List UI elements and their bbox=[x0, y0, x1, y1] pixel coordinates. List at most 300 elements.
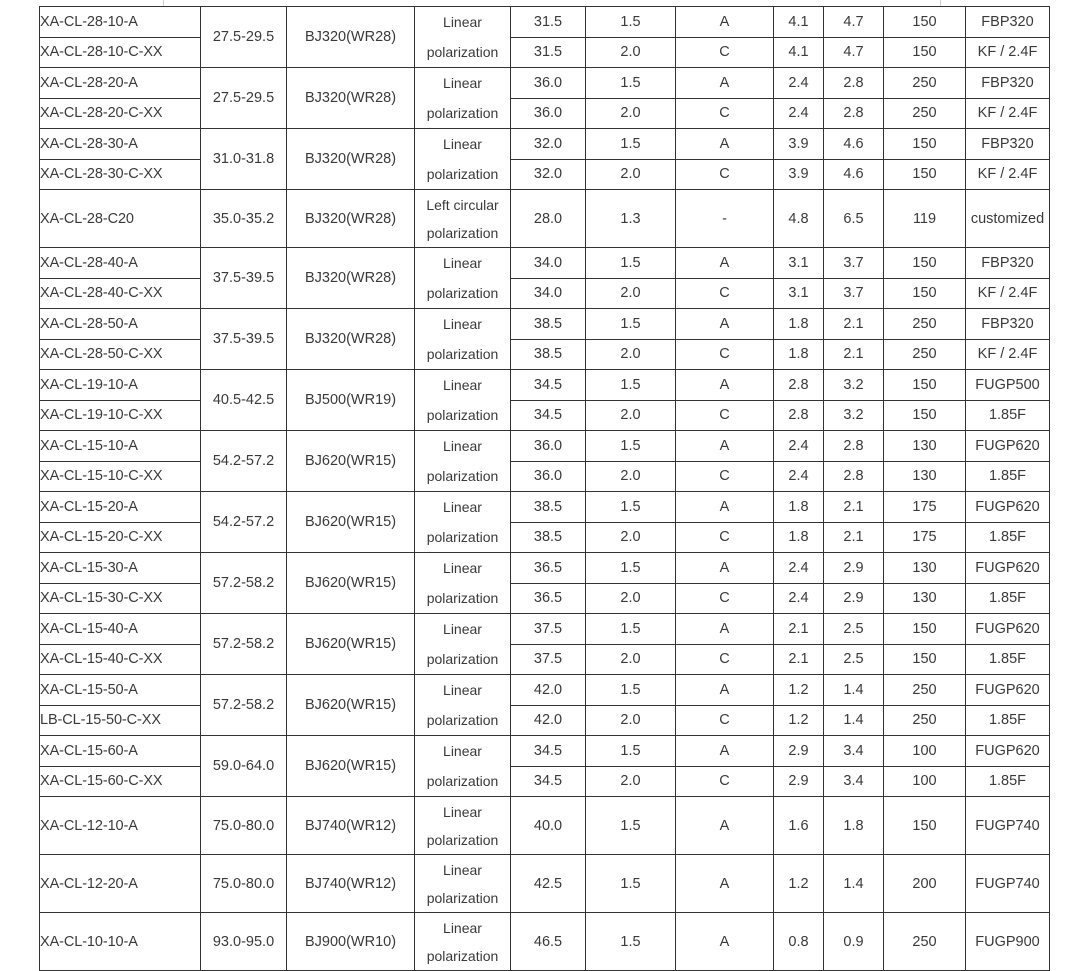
cell-h-beamwidth: 4.1 bbox=[774, 37, 824, 68]
cell-model: XA-CL-28-20-C-XX bbox=[40, 98, 201, 129]
cell-flange: 1.85F bbox=[966, 461, 1050, 492]
cell-vswr: 1.5 bbox=[586, 736, 676, 767]
cell-h-beamwidth: 1.2 bbox=[774, 855, 824, 913]
cell-e-beamwidth: 2.1 bbox=[824, 309, 884, 340]
cell-waveguide: BJ320(WR28) bbox=[287, 129, 415, 190]
cell-frequency: 35.0-35.2 bbox=[201, 190, 287, 248]
cell-frequency: 57.2-58.2 bbox=[201, 614, 287, 675]
cell-waveguide: BJ620(WR15) bbox=[287, 492, 415, 553]
cell-model: XA-CL-28-30-C-XX bbox=[40, 159, 201, 190]
cell-flange: 1.85F bbox=[966, 400, 1050, 431]
cell-model: XA-CL-28-50-A bbox=[40, 309, 201, 340]
cell-gain: 38.5 bbox=[511, 339, 586, 370]
cell-frequency: 75.0-80.0 bbox=[201, 797, 287, 855]
cell-e-beamwidth: 4.7 bbox=[824, 7, 884, 38]
cell-vswr: 2.0 bbox=[586, 339, 676, 370]
cell-gain: 32.0 bbox=[511, 129, 586, 160]
cell-polarization: Linear polarization bbox=[415, 736, 511, 797]
cell-h-beamwidth: 2.4 bbox=[774, 461, 824, 492]
cell-vswr: 1.5 bbox=[586, 913, 676, 971]
cell-type: A bbox=[676, 797, 774, 855]
cell-gain: 34.5 bbox=[511, 736, 586, 767]
table-row bbox=[40, 913, 1050, 971]
cell-e-beamwidth: 3.2 bbox=[824, 400, 884, 431]
cell-model: XA-CL-15-50-A bbox=[40, 675, 201, 706]
table-row bbox=[40, 522, 1050, 553]
cell-waveguide: BJ620(WR15) bbox=[287, 675, 415, 736]
cell-model: XA-CL-15-20-A bbox=[40, 492, 201, 523]
cell-frequency: 37.5-39.5 bbox=[201, 248, 287, 309]
cell-type: C bbox=[676, 522, 774, 553]
cell-gain: 34.0 bbox=[511, 278, 586, 309]
cell-type: C bbox=[676, 98, 774, 129]
cell-type: C bbox=[676, 644, 774, 675]
cell-gain: 36.0 bbox=[511, 461, 586, 492]
cell-e-beamwidth: 4.6 bbox=[824, 129, 884, 160]
table-row bbox=[40, 644, 1050, 675]
cell-h-beamwidth: 2.9 bbox=[774, 736, 824, 767]
cell-h-beamwidth: 2.4 bbox=[774, 68, 824, 99]
cell-flange: FUGP620 bbox=[966, 492, 1050, 523]
cell-waveguide: BJ740(WR12) bbox=[287, 855, 415, 913]
cell-h-beamwidth: 2.4 bbox=[774, 431, 824, 462]
cell-polarization: Linear polarization bbox=[415, 614, 511, 675]
cell-polarization: Left circular polarization bbox=[415, 190, 511, 248]
cell-h-beamwidth: 4.8 bbox=[774, 190, 824, 248]
table-row bbox=[40, 7, 1050, 38]
cell-e-beamwidth: 2.5 bbox=[824, 614, 884, 645]
cell-frequency: 59.0-64.0 bbox=[201, 736, 287, 797]
cell-frequency: 75.0-80.0 bbox=[201, 855, 287, 913]
cell-power: 250 bbox=[884, 68, 966, 99]
cell-waveguide: BJ620(WR15) bbox=[287, 431, 415, 492]
cell-type: C bbox=[676, 705, 774, 736]
cell-flange: KF / 2.4F bbox=[966, 98, 1050, 129]
cell-vswr: 2.0 bbox=[586, 98, 676, 129]
cell-type: C bbox=[676, 400, 774, 431]
cell-model: XA-CL-15-30-A bbox=[40, 553, 201, 584]
cell-waveguide: BJ320(WR28) bbox=[287, 248, 415, 309]
cell-type: C bbox=[676, 583, 774, 614]
cell-power: 250 bbox=[884, 98, 966, 129]
cell-type: A bbox=[676, 68, 774, 99]
cell-e-beamwidth: 3.4 bbox=[824, 736, 884, 767]
cell-frequency: 27.5-29.5 bbox=[201, 68, 287, 129]
cell-power: 150 bbox=[884, 644, 966, 675]
cell-flange: FUGP740 bbox=[966, 797, 1050, 855]
cell-gain: 37.5 bbox=[511, 644, 586, 675]
cell-power: 100 bbox=[884, 766, 966, 797]
cell-gain: 36.0 bbox=[511, 431, 586, 462]
cell-flange: FBP320 bbox=[966, 248, 1050, 279]
table-row bbox=[40, 614, 1050, 645]
cell-gain: 38.5 bbox=[511, 309, 586, 340]
cell-vswr: 1.5 bbox=[586, 855, 676, 913]
cell-type: C bbox=[676, 766, 774, 797]
cell-gain: 42.0 bbox=[511, 705, 586, 736]
cell-vswr: 1.5 bbox=[586, 309, 676, 340]
cell-frequency: 57.2-58.2 bbox=[201, 553, 287, 614]
cell-frequency: 27.5-29.5 bbox=[201, 7, 287, 68]
cell-waveguide: BJ620(WR15) bbox=[287, 614, 415, 675]
cell-vswr: 1.5 bbox=[586, 129, 676, 160]
cell-model: XA-CL-28-50-C-XX bbox=[40, 339, 201, 370]
cell-vswr: 2.0 bbox=[586, 461, 676, 492]
table-row bbox=[40, 68, 1050, 99]
cell-e-beamwidth: 2.1 bbox=[824, 492, 884, 523]
cell-vswr: 2.0 bbox=[586, 159, 676, 190]
cell-type: C bbox=[676, 339, 774, 370]
table-row bbox=[40, 278, 1050, 309]
cell-h-beamwidth: 1.8 bbox=[774, 309, 824, 340]
product-spec-table bbox=[39, 6, 1050, 971]
cell-flange: FUGP620 bbox=[966, 553, 1050, 584]
table-row bbox=[40, 705, 1050, 736]
cell-type: A bbox=[676, 675, 774, 706]
cell-e-beamwidth: 2.9 bbox=[824, 583, 884, 614]
cell-polarization: Linear polarization bbox=[415, 675, 511, 736]
cell-frequency: 37.5-39.5 bbox=[201, 309, 287, 370]
cell-h-beamwidth: 4.1 bbox=[774, 7, 824, 38]
cell-polarization: Linear polarization bbox=[415, 913, 511, 971]
table-body bbox=[40, 7, 1050, 971]
cell-h-beamwidth: 2.8 bbox=[774, 370, 824, 401]
table-row bbox=[40, 855, 1050, 913]
table-row bbox=[40, 431, 1050, 462]
cell-type: C bbox=[676, 159, 774, 190]
cell-waveguide: BJ620(WR15) bbox=[287, 736, 415, 797]
cell-model: XA-CL-15-30-C-XX bbox=[40, 583, 201, 614]
cell-flange: 1.85F bbox=[966, 766, 1050, 797]
cell-flange: FUGP620 bbox=[966, 736, 1050, 767]
cell-gain: 42.0 bbox=[511, 675, 586, 706]
cell-flange: KF / 2.4F bbox=[966, 339, 1050, 370]
cell-power: 150 bbox=[884, 159, 966, 190]
cell-model: XA-CL-28-40-C-XX bbox=[40, 278, 201, 309]
cell-waveguide: BJ740(WR12) bbox=[287, 797, 415, 855]
cell-flange: 1.85F bbox=[966, 583, 1050, 614]
cell-model: XA-CL-15-10-C-XX bbox=[40, 461, 201, 492]
cell-vswr: 1.5 bbox=[586, 553, 676, 584]
cell-power: 130 bbox=[884, 431, 966, 462]
cell-power: 150 bbox=[884, 7, 966, 38]
cell-frequency: 54.2-57.2 bbox=[201, 431, 287, 492]
cell-waveguide: BJ320(WR28) bbox=[287, 68, 415, 129]
cell-h-beamwidth: 1.6 bbox=[774, 797, 824, 855]
cell-gain: 34.5 bbox=[511, 370, 586, 401]
cell-power: 250 bbox=[884, 913, 966, 971]
cell-waveguide: BJ320(WR28) bbox=[287, 309, 415, 370]
cell-h-beamwidth: 2.4 bbox=[774, 553, 824, 584]
cell-type: A bbox=[676, 309, 774, 340]
cell-model: LB-CL-15-50-C-XX bbox=[40, 705, 201, 736]
cell-flange: FBP320 bbox=[966, 129, 1050, 160]
cell-power: 250 bbox=[884, 309, 966, 340]
cell-e-beamwidth: 2.1 bbox=[824, 339, 884, 370]
cell-power: 130 bbox=[884, 583, 966, 614]
cell-power: 150 bbox=[884, 400, 966, 431]
cell-type: A bbox=[676, 736, 774, 767]
cell-polarization: Linear polarization bbox=[415, 309, 511, 370]
table-row bbox=[40, 190, 1050, 248]
cell-flange: KF / 2.4F bbox=[966, 278, 1050, 309]
cell-vswr: 1.5 bbox=[586, 7, 676, 38]
cell-h-beamwidth: 1.2 bbox=[774, 675, 824, 706]
cell-gain: 36.5 bbox=[511, 553, 586, 584]
cell-type: A bbox=[676, 855, 774, 913]
table-row bbox=[40, 766, 1050, 797]
cell-model: XA-CL-15-60-C-XX bbox=[40, 766, 201, 797]
cell-power: 250 bbox=[884, 675, 966, 706]
table-row bbox=[40, 339, 1050, 370]
cell-flange: FUGP500 bbox=[966, 370, 1050, 401]
cell-vswr: 1.5 bbox=[586, 248, 676, 279]
cell-gain: 36.5 bbox=[511, 583, 586, 614]
table-row bbox=[40, 370, 1050, 401]
cell-gain: 34.5 bbox=[511, 400, 586, 431]
cell-type: - bbox=[676, 190, 774, 248]
cell-h-beamwidth: 2.4 bbox=[774, 583, 824, 614]
cell-e-beamwidth: 2.5 bbox=[824, 644, 884, 675]
cell-type: A bbox=[676, 248, 774, 279]
cell-type: A bbox=[676, 129, 774, 160]
cell-vswr: 2.0 bbox=[586, 644, 676, 675]
cell-type: A bbox=[676, 431, 774, 462]
cell-model: XA-CL-10-10-A bbox=[40, 913, 201, 971]
cell-h-beamwidth: 2.1 bbox=[774, 614, 824, 645]
cell-e-beamwidth: 2.8 bbox=[824, 461, 884, 492]
cell-h-beamwidth: 3.9 bbox=[774, 159, 824, 190]
cell-e-beamwidth: 2.8 bbox=[824, 68, 884, 99]
cell-model: XA-CL-15-60-A bbox=[40, 736, 201, 767]
cell-model: XA-CL-28-20-A bbox=[40, 68, 201, 99]
cell-power: 150 bbox=[884, 37, 966, 68]
cell-vswr: 1.3 bbox=[586, 190, 676, 248]
cell-power: 150 bbox=[884, 248, 966, 279]
cell-flange: 1.85F bbox=[966, 522, 1050, 553]
table-row bbox=[40, 797, 1050, 855]
cell-gain: 38.5 bbox=[511, 522, 586, 553]
cell-frequency: 54.2-57.2 bbox=[201, 492, 287, 553]
table-row bbox=[40, 129, 1050, 160]
cell-gain: 34.5 bbox=[511, 766, 586, 797]
cell-vswr: 2.0 bbox=[586, 705, 676, 736]
cell-flange: FUGP900 bbox=[966, 913, 1050, 971]
cell-e-beamwidth: 0.9 bbox=[824, 913, 884, 971]
cell-e-beamwidth: 4.7 bbox=[824, 37, 884, 68]
table-row bbox=[40, 492, 1050, 523]
cell-flange: FUGP620 bbox=[966, 431, 1050, 462]
cell-vswr: 2.0 bbox=[586, 522, 676, 553]
cell-polarization: Linear polarization bbox=[415, 129, 511, 190]
cell-e-beamwidth: 3.7 bbox=[824, 278, 884, 309]
cell-type: C bbox=[676, 461, 774, 492]
cell-gain: 32.0 bbox=[511, 159, 586, 190]
cell-model: XA-CL-28-10-A bbox=[40, 7, 201, 38]
cell-flange: customized bbox=[966, 190, 1050, 248]
cell-h-beamwidth: 1.2 bbox=[774, 705, 824, 736]
cell-vswr: 1.5 bbox=[586, 68, 676, 99]
cell-polarization: Linear polarization bbox=[415, 248, 511, 309]
table-row bbox=[40, 553, 1050, 584]
cell-e-beamwidth: 1.4 bbox=[824, 675, 884, 706]
cell-type: A bbox=[676, 913, 774, 971]
cell-power: 150 bbox=[884, 278, 966, 309]
cell-gain: 37.5 bbox=[511, 614, 586, 645]
cell-e-beamwidth: 2.8 bbox=[824, 431, 884, 462]
cell-gain: 31.5 bbox=[511, 37, 586, 68]
cell-power: 100 bbox=[884, 736, 966, 767]
cell-polarization: Linear polarization bbox=[415, 7, 511, 68]
cell-vswr: 2.0 bbox=[586, 766, 676, 797]
cell-gain: 31.5 bbox=[511, 7, 586, 38]
cell-model: XA-CL-28-30-A bbox=[40, 129, 201, 160]
cell-h-beamwidth: 3.9 bbox=[774, 129, 824, 160]
cell-polarization: Linear polarization bbox=[415, 492, 511, 553]
cell-model: XA-CL-15-40-A bbox=[40, 614, 201, 645]
cell-e-beamwidth: 2.9 bbox=[824, 553, 884, 584]
cell-power: 150 bbox=[884, 797, 966, 855]
cell-waveguide: BJ500(WR19) bbox=[287, 370, 415, 431]
cell-polarization: Linear polarization bbox=[415, 370, 511, 431]
cell-waveguide: BJ320(WR28) bbox=[287, 190, 415, 248]
cell-model: XA-CL-12-20-A bbox=[40, 855, 201, 913]
cell-vswr: 2.0 bbox=[586, 400, 676, 431]
cell-h-beamwidth: 3.1 bbox=[774, 278, 824, 309]
cell-gain: 40.0 bbox=[511, 797, 586, 855]
cell-polarization: Linear polarization bbox=[415, 797, 511, 855]
cell-model: XA-CL-19-10-C-XX bbox=[40, 400, 201, 431]
cell-power: 150 bbox=[884, 370, 966, 401]
cell-type: A bbox=[676, 614, 774, 645]
cell-vswr: 2.0 bbox=[586, 37, 676, 68]
cell-type: A bbox=[676, 7, 774, 38]
cell-type: A bbox=[676, 492, 774, 523]
cell-waveguide: BJ900(WR10) bbox=[287, 913, 415, 971]
cell-power: 175 bbox=[884, 492, 966, 523]
cell-e-beamwidth: 1.8 bbox=[824, 797, 884, 855]
cell-gain: 42.5 bbox=[511, 855, 586, 913]
cell-type: A bbox=[676, 553, 774, 584]
cell-flange: FUGP620 bbox=[966, 675, 1050, 706]
cell-power: 250 bbox=[884, 705, 966, 736]
cell-h-beamwidth: 1.8 bbox=[774, 522, 824, 553]
cell-h-beamwidth: 2.8 bbox=[774, 400, 824, 431]
cell-power: 119 bbox=[884, 190, 966, 248]
cell-gain: 36.0 bbox=[511, 68, 586, 99]
cell-type: C bbox=[676, 37, 774, 68]
table-row bbox=[40, 583, 1050, 614]
cell-gain: 46.5 bbox=[511, 913, 586, 971]
cell-type: C bbox=[676, 278, 774, 309]
cell-model: XA-CL-19-10-A bbox=[40, 370, 201, 401]
cell-h-beamwidth: 3.1 bbox=[774, 248, 824, 279]
cell-flange: FUGP620 bbox=[966, 614, 1050, 645]
cell-gain: 36.0 bbox=[511, 98, 586, 129]
cell-gain: 34.0 bbox=[511, 248, 586, 279]
table-row bbox=[40, 461, 1050, 492]
cell-flange: FBP320 bbox=[966, 7, 1050, 38]
cell-waveguide: BJ320(WR28) bbox=[287, 7, 415, 68]
cell-model: XA-CL-28-40-A bbox=[40, 248, 201, 279]
cell-h-beamwidth: 2.9 bbox=[774, 766, 824, 797]
cell-vswr: 1.5 bbox=[586, 614, 676, 645]
cell-h-beamwidth: 2.4 bbox=[774, 98, 824, 129]
table-row bbox=[40, 248, 1050, 279]
cell-model: XA-CL-12-10-A bbox=[40, 797, 201, 855]
table-row bbox=[40, 159, 1050, 190]
cell-model: XA-CL-15-40-C-XX bbox=[40, 644, 201, 675]
cell-model: XA-CL-15-20-C-XX bbox=[40, 522, 201, 553]
cell-power: 175 bbox=[884, 522, 966, 553]
cell-e-beamwidth: 1.4 bbox=[824, 855, 884, 913]
cell-frequency: 57.2-58.2 bbox=[201, 675, 287, 736]
cell-power: 130 bbox=[884, 553, 966, 584]
cell-power: 150 bbox=[884, 614, 966, 645]
cell-model: XA-CL-28-C20 bbox=[40, 190, 201, 248]
cell-power: 250 bbox=[884, 339, 966, 370]
cell-h-beamwidth: 1.8 bbox=[774, 492, 824, 523]
table-row bbox=[40, 309, 1050, 340]
table-row bbox=[40, 675, 1050, 706]
cell-power: 130 bbox=[884, 461, 966, 492]
cell-vswr: 2.0 bbox=[586, 583, 676, 614]
cell-e-beamwidth: 3.7 bbox=[824, 248, 884, 279]
cell-polarization: Linear polarization bbox=[415, 68, 511, 129]
cell-frequency: 31.0-31.8 bbox=[201, 129, 287, 190]
cell-e-beamwidth: 3.4 bbox=[824, 766, 884, 797]
cell-vswr: 1.5 bbox=[586, 797, 676, 855]
cell-gain: 38.5 bbox=[511, 492, 586, 523]
cell-flange: KF / 2.4F bbox=[966, 37, 1050, 68]
cell-e-beamwidth: 1.4 bbox=[824, 705, 884, 736]
cell-model: XA-CL-15-10-A bbox=[40, 431, 201, 462]
cell-polarization: Linear polarization bbox=[415, 855, 511, 913]
cell-e-beamwidth: 4.6 bbox=[824, 159, 884, 190]
cell-e-beamwidth: 2.8 bbox=[824, 98, 884, 129]
table-row bbox=[40, 98, 1050, 129]
table-row bbox=[40, 736, 1050, 767]
cell-polarization: Linear polarization bbox=[415, 431, 511, 492]
cell-e-beamwidth: 6.5 bbox=[824, 190, 884, 248]
cell-waveguide: BJ620(WR15) bbox=[287, 553, 415, 614]
cell-power: 200 bbox=[884, 855, 966, 913]
cell-frequency: 40.5-42.5 bbox=[201, 370, 287, 431]
cell-vswr: 2.0 bbox=[586, 278, 676, 309]
cell-vswr: 1.5 bbox=[586, 675, 676, 706]
cell-flange: 1.85F bbox=[966, 644, 1050, 675]
cell-polarization: Linear polarization bbox=[415, 553, 511, 614]
table-row bbox=[40, 37, 1050, 68]
cell-e-beamwidth: 3.2 bbox=[824, 370, 884, 401]
cell-flange: FUGP740 bbox=[966, 855, 1050, 913]
cell-vswr: 1.5 bbox=[586, 431, 676, 462]
cell-h-beamwidth: 1.8 bbox=[774, 339, 824, 370]
cell-model: XA-CL-28-10-C-XX bbox=[40, 37, 201, 68]
cell-flange: KF / 2.4F bbox=[966, 159, 1050, 190]
cell-e-beamwidth: 2.1 bbox=[824, 522, 884, 553]
cell-power: 150 bbox=[884, 129, 966, 160]
cell-type: A bbox=[676, 370, 774, 401]
cell-flange: FBP320 bbox=[966, 309, 1050, 340]
cell-frequency: 93.0-95.0 bbox=[201, 913, 287, 971]
cell-h-beamwidth: 2.1 bbox=[774, 644, 824, 675]
cell-h-beamwidth: 0.8 bbox=[774, 913, 824, 971]
table-row bbox=[40, 400, 1050, 431]
cell-vswr: 1.5 bbox=[586, 370, 676, 401]
cell-gain: 28.0 bbox=[511, 190, 586, 248]
cell-flange: FBP320 bbox=[966, 68, 1050, 99]
